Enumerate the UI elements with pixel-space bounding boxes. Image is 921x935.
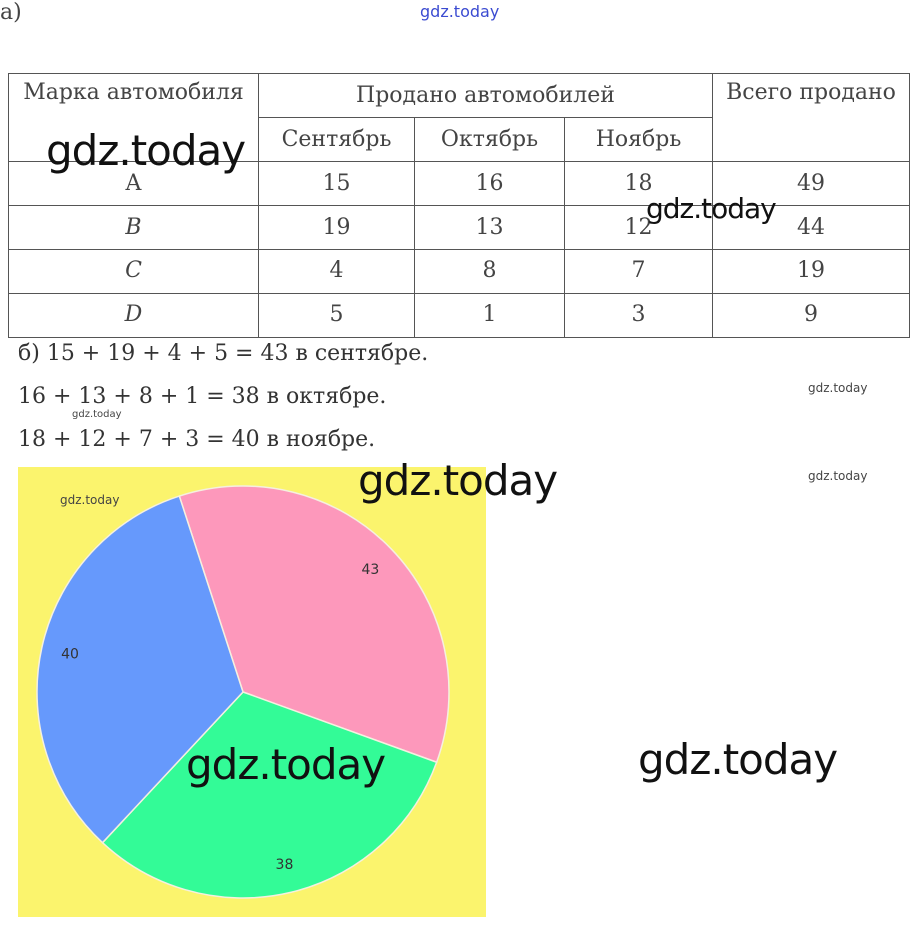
september-cell: 15: [259, 162, 415, 206]
slice-label: 38: [275, 857, 294, 874]
watermark: gdz.today: [60, 493, 120, 507]
header-month-october: Октябрь: [415, 118, 565, 162]
table-row: [9, 249, 910, 293]
september-cell: 5: [259, 293, 415, 337]
watermark: gdz.today: [358, 456, 558, 505]
november-cell: 3: [565, 293, 713, 337]
september-cell: 4: [259, 249, 415, 293]
october-cell: 1: [415, 293, 565, 337]
part-b-line-2: 16 + 13 + 8 + 1 = 38 в октябре.: [18, 384, 387, 409]
october-cell: 13: [415, 206, 565, 249]
total-cell: 49: [713, 162, 910, 206]
watermark: gdz.today: [72, 409, 122, 420]
watermark: gdz.today: [46, 126, 246, 175]
total-cell: 9: [713, 293, 910, 337]
brand-cell: D: [9, 293, 259, 337]
watermark: gdz.today: [186, 740, 386, 789]
pie-chart: [18, 467, 486, 917]
watermark: gdz.today: [638, 735, 838, 784]
brand-cell: B: [9, 206, 259, 249]
header-month-september: Сентябрь: [259, 118, 415, 162]
slice-label: 43: [361, 561, 380, 578]
header-total: Всего продано: [713, 74, 910, 162]
november-cell: 7: [565, 249, 713, 293]
brand-cell: A: [9, 162, 259, 206]
header-sold: Продано автомобилей: [259, 74, 713, 118]
slice-label: 40: [61, 646, 79, 663]
header-month-november: Ноябрь: [565, 118, 713, 162]
total-cell: 19: [713, 249, 910, 293]
header-brand: Марка автомобиля: [9, 74, 259, 162]
part-a-label: а): [0, 0, 22, 25]
october-cell: 16: [415, 162, 565, 206]
watermark-top: gdz.today: [420, 2, 500, 21]
november-cell: 18: [565, 162, 713, 206]
september-cell: 19: [259, 206, 415, 249]
watermark: gdz.today: [808, 469, 868, 483]
table-row: [9, 293, 910, 337]
october-cell: 8: [415, 249, 565, 293]
brand-cell: C: [9, 249, 259, 293]
watermark: gdz.today: [646, 192, 776, 225]
watermark: gdz.today: [808, 381, 868, 395]
november-cell: 12: [565, 206, 713, 249]
part-b-line-1: б) 15 + 19 + 4 + 5 = 43 в сентябре.: [18, 341, 429, 366]
total-cell: 44: [713, 206, 910, 249]
part-b-line-3: 18 + 12 + 7 + 3 = 40 в ноябре.: [18, 427, 376, 452]
